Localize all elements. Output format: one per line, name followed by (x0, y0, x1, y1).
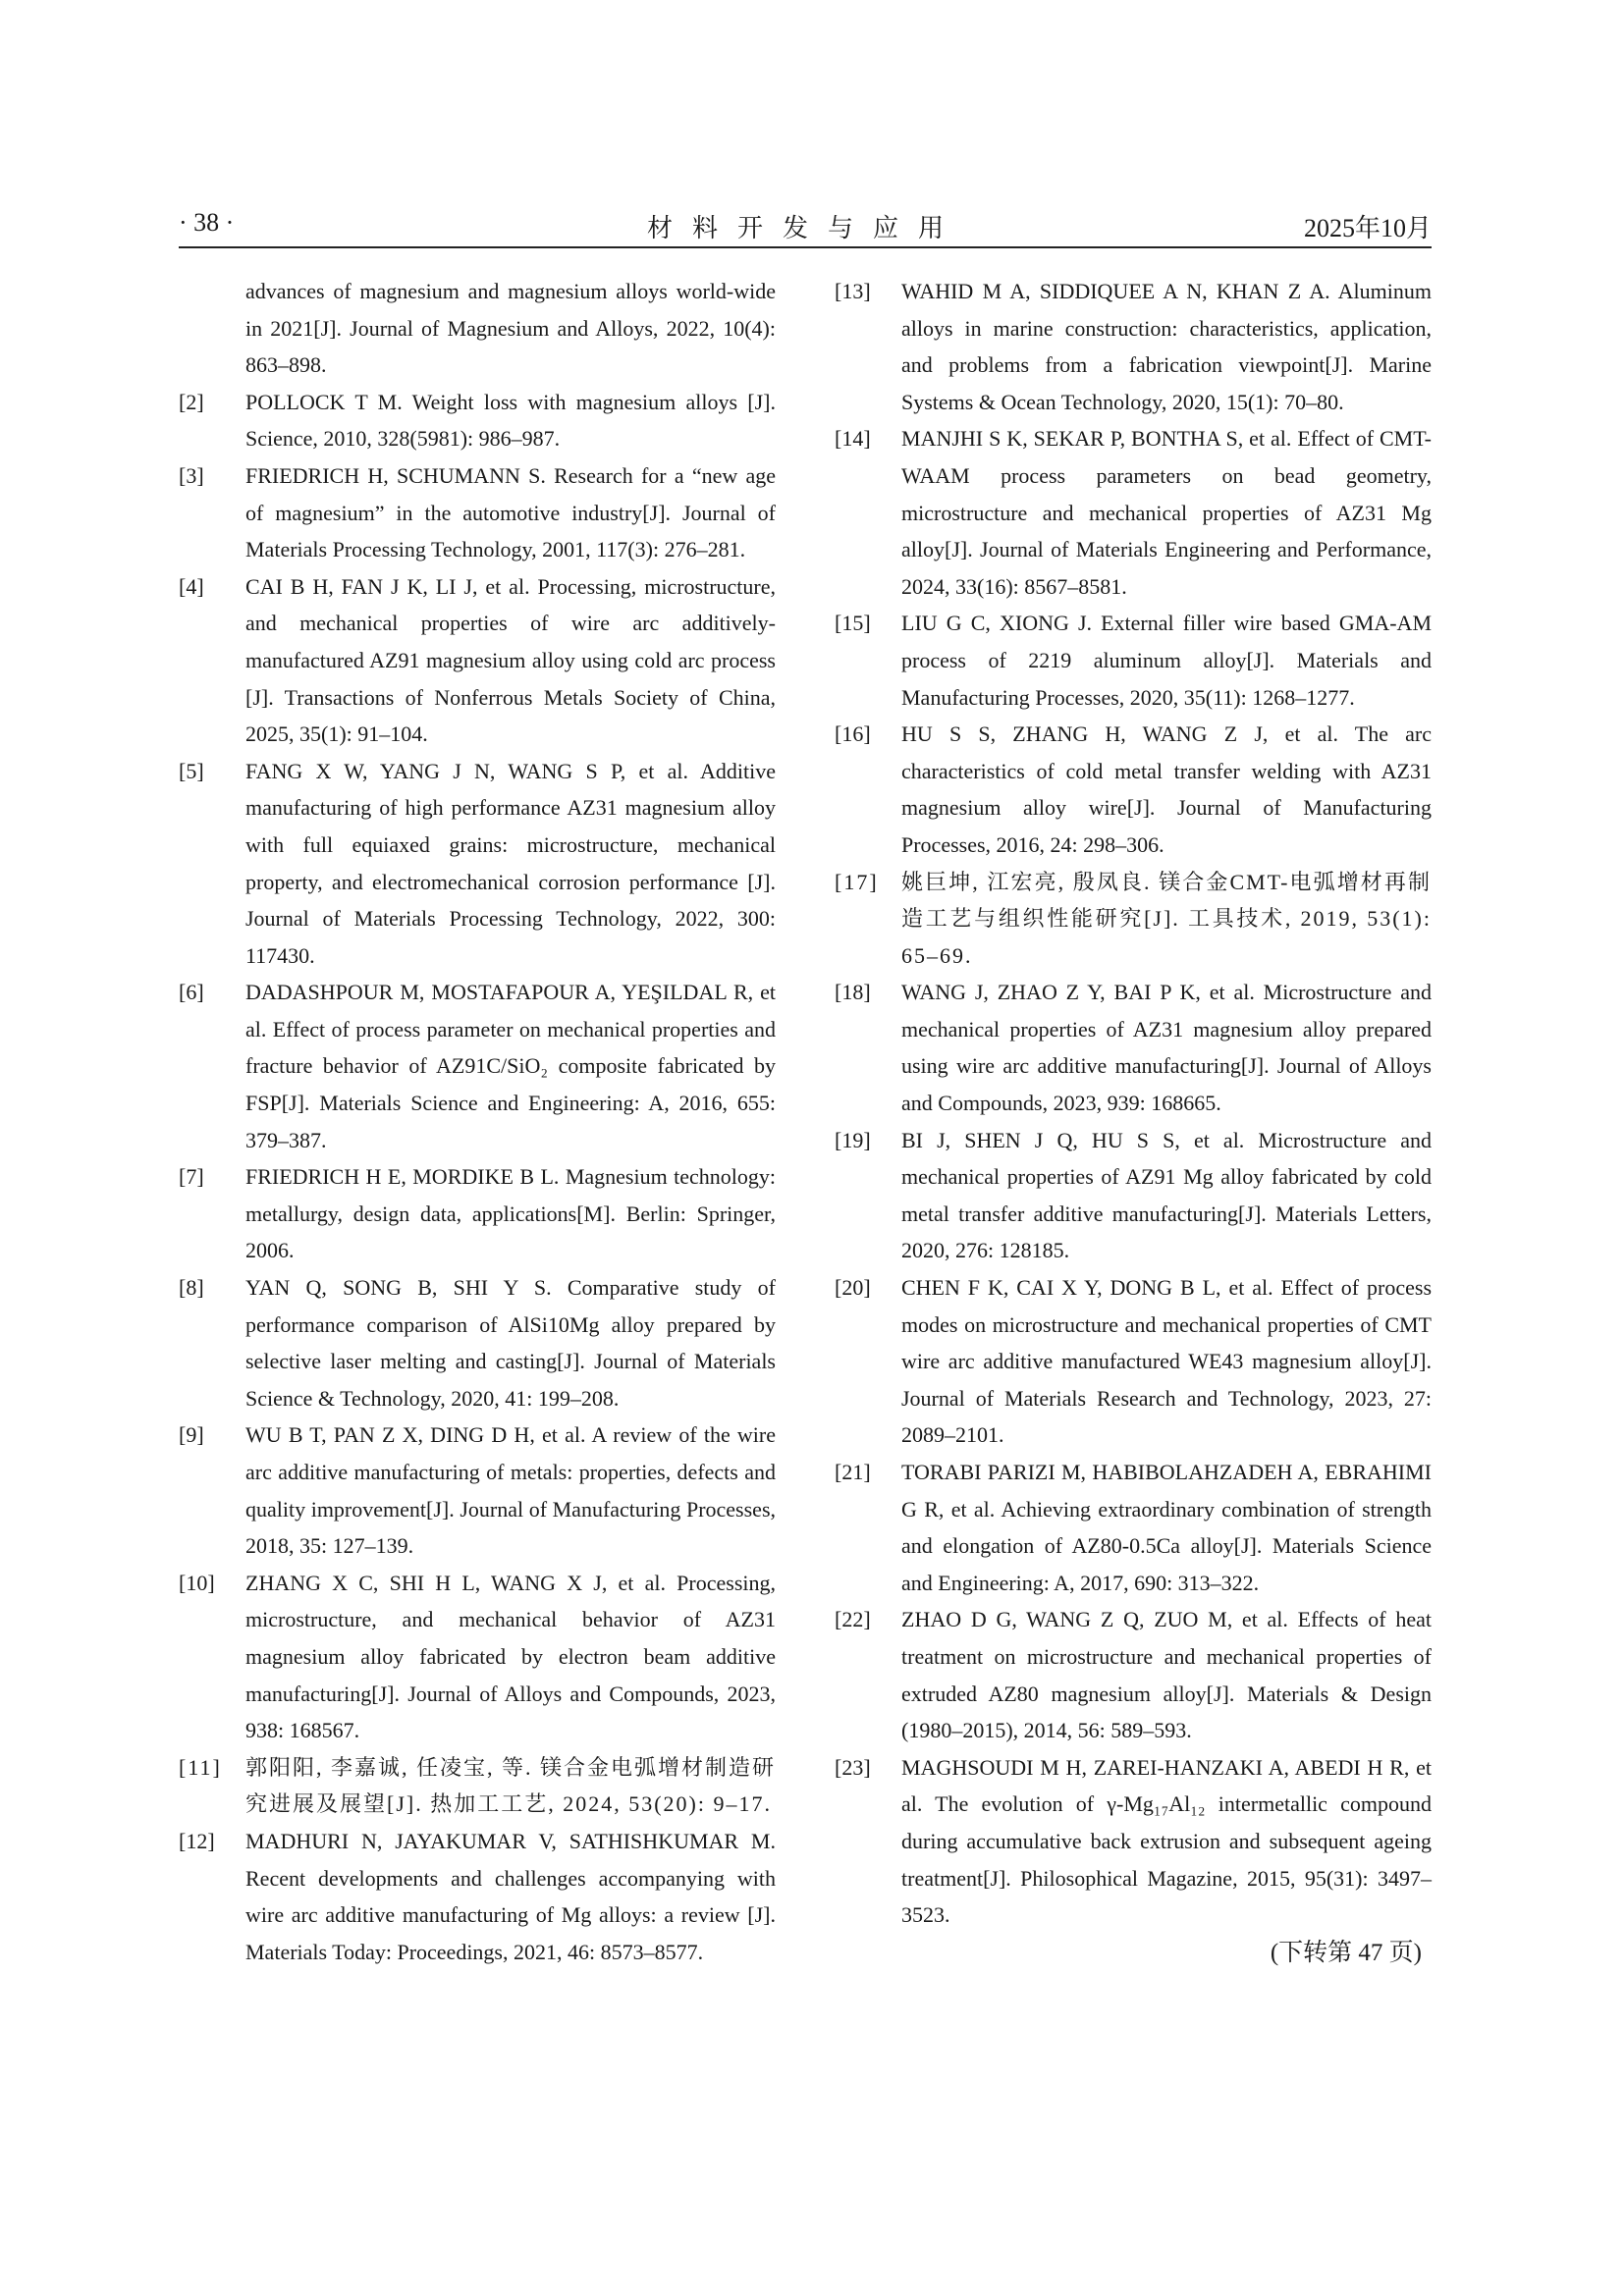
reference-text: CHEN F K, CAI X Y, DONG B L, et al. Effect of process modes on microstructure and mechanical properties of CMT wire arc additive manufactured WE43 magnesium alloy[J]. Journal of Materials Research and Technology, 2023, 27: 2089–2101. (901, 1275, 1432, 1448)
reference-text: FRIEDRICH H, SCHUMANN S. Research for a “new age of magnesium” in the automotive industry[J]. Journal of Materials Processing Technology, 2001, 117(3): 276–281. (245, 462, 776, 562)
reference-text: YAN Q, SONG B, SHI Y S. Comparative study of performance comparison of AlSi10Mg alloy prepared by selective laser melting and casting[J]. Journal of Materials Science & Technology, 2020, 41: 199–208. (245, 1275, 776, 1411)
reference-item (835, 1454, 1432, 1601)
reference-number: [7] (179, 1164, 204, 1190)
issue-date: 2025年10月 (1303, 214, 1432, 242)
reference-item (835, 864, 1432, 975)
reference-text: TORABI PARIZI M, HABIBOLAHZADEH A, EBRAHIMI G R, et al. Achieving extraordinary combination of strength and elongation of AZ80-0.5Ca alloy[J]. Materials Science and Engineering: A, 2017, 690: 313–322. (901, 1460, 1432, 1595)
reference-number: [19] (835, 1127, 871, 1152)
reference-number: [20] (835, 1275, 871, 1301)
reference-number: [22] (835, 1607, 871, 1632)
reference-item (179, 1158, 776, 1269)
reference-text: 姚巨坤, 江宏亮, 殷凤良. 镁合金CMT-电弧增材再制造工艺与组织性能研究[J]. 工具技术, 2019, 53(1): 65–69. (901, 869, 1432, 968)
reference-item (835, 1749, 1432, 1934)
reference-item (835, 974, 1432, 1121)
reference-item (835, 1269, 1432, 1454)
reference-item (835, 1122, 1432, 1269)
page-number: · 38 · (179, 208, 235, 237)
reference-text: 郭阳阳, 李嘉诚, 任凌宝, 等. 镁合金电弧增材制造研究进展及展望[J]. 热加工工艺, 2024, 53(20): 9–17. (245, 1754, 777, 1817)
header-rule (179, 246, 1432, 248)
reference-text: MAGHSOUDI M H, ZAREI-HANZAKI A, ABEDI H R, et al. The evolution of γ-Mg₁₇Al₁₂ intermetallic compound during accumulative back extrusion and subsequent ageing treatment[J]. Philosophical Magazine, 2015, 95(31): 3497–3523. (901, 1754, 1432, 1928)
reference-item (179, 1416, 776, 1564)
references-left-column (179, 273, 776, 1970)
reference-text: FRIEDRICH H E, MORDIKE B L. Magnesium technology: metallurgy, design data, applications[M]. Berlin: Springer, 2006. (245, 1164, 776, 1263)
reference-number: [8] (179, 1275, 204, 1301)
reference-text: CAI B H, FAN J K, LI J, et al. Processing, microstructure, and mechanical properties of wire arc additively-manufactured AZ91 magnesium alloy using cold arc process [J]. Transactions of Nonferrous Metals Society of China, 2025, 35(1): 91–104. (245, 573, 776, 747)
reference-text: WAHID M A, SIDDIQUEE A N, KHAN Z A. Aluminum alloys in marine construction: characteristics, application, and problems from a fabrication viewpoint[J]. Marine Systems & Ocean Technology, 2020, 15(1): 70–80. (901, 279, 1432, 414)
reference-text: LIU G C, XIONG J. External filler wire based GMA-AM process of 2219 aluminum alloy[J]. Materials and Manufacturing Processes, 2020, 35(11): 1268–1277. (901, 611, 1432, 710)
reference-number: [10] (179, 1570, 215, 1595)
reference-number: [13] (835, 279, 871, 303)
reference-item (179, 753, 776, 975)
reference-text: WU B T, PAN Z X, DING D H, et al. A review of the wire arc additive manufacturing of metals: properties, defects and quality improvement[J]. Journal of Manufacturing Processes, 2018, 35: 127–139. (245, 1422, 776, 1559)
reference-item (835, 273, 1432, 420)
reference-item (179, 1565, 776, 1749)
reference-item (179, 273, 776, 384)
reference-number: [6] (179, 980, 204, 1005)
reference-number: [4] (179, 573, 204, 599)
reference-number: [17] (835, 869, 879, 894)
reference-text: ZHANG X C, SHI H L, WANG X J, et al. Processing, microstructure, and mechanical behavior of AZ31 magnesium alloy fabricated by electron beam additive manufacturing[J]. Journal of Alloys and Compounds, 2023, 938: 168567. (245, 1570, 776, 1743)
reference-number: [23] (835, 1754, 871, 1780)
reference-text: advances of magnesium and magnesium alloys world-wide in 2021[J]. Journal of Magnesium and Alloys, 2022, 10(4): 863–898. (245, 279, 776, 378)
reference-text: ZHAO D G, WANG Z Q, ZUO M, et al. Effects of heat treatment on microstructure and mechanical properties of extruded AZ80 magnesium alloy[J]. Materials & Design (1980–2015), 2014, 56: 589–593. (901, 1607, 1432, 1743)
reference-item (835, 1601, 1432, 1748)
reference-item (179, 1749, 776, 1823)
continued-note: (下转第 47 页) (1270, 1939, 1422, 1966)
reference-item (179, 384, 776, 457)
reference-number: [18] (835, 980, 871, 1005)
reference-text: WANG J, ZHAO Z Y, BAI P K, et al. Microstructure and mechanical properties of AZ31 magnesium alloy prepared using wire arc additive manufacturing[J]. Journal of Alloys and Compounds, 2023, 939: 168665. (901, 980, 1432, 1116)
reference-number: [9] (179, 1422, 204, 1448)
reference-item (835, 605, 1432, 716)
reference-item (179, 1269, 776, 1416)
reference-number: [12] (179, 1828, 215, 1853)
reference-number: [5] (179, 758, 204, 783)
reference-text: BI J, SHEN J Q, HU S S, et al. Microstructure and mechanical properties of AZ91 Mg alloy fabricated by cold metal transfer additive manufacturing[J]. Materials Letters, 2020, 276: 128185. (901, 1127, 1432, 1263)
reference-number: [21] (835, 1460, 871, 1484)
reference-text: MANJHI S K, SEKAR P, BONTHA S, et al. Effect of CMT-WAAM process parameters on bead geometry, microstructure and mechanical properties of AZ31 Mg alloy[J]. Journal of Materials Engineering and Performance, 2024, 33(16): 8567–8581. (901, 426, 1432, 599)
reference-text: HU S S, ZHANG H, WANG Z J, et al. The arc characteristics of cold metal transfer welding with AZ31 magnesium alloy wire[J]. Journal of Manufacturing Processes, 2016, 24: 298–306. (901, 721, 1432, 857)
page-header (179, 208, 1432, 243)
reference-text: POLLOCK T M. Weight loss with magnesium alloys [J]. Science, 2010, 328(5981): 986–987. (245, 389, 776, 452)
reference-item (835, 420, 1432, 605)
reference-text: MADHURI N, JAYAKUMAR V, SATHISHKUMAR M. Recent developments and challenges accompanying with wire arc additive manufacturing of Mg alloys: a review [J]. Materials Today: Proceedings, 2021, 46: 8573–8577. (245, 1828, 776, 1964)
reference-number: [11] (179, 1754, 222, 1780)
references-right-column (835, 273, 1432, 1973)
reference-text: DADASHPOUR M, MOSTAFAPOUR A, YEŞILDAL R, et al. Effect of process parameter on mechanical properties and fracture behavior of AZ91C/SiO₂ composite fabricated by FSP[J]. Materials Science and Engineering: A, 2016, 655: 379–387. (245, 980, 776, 1152)
reference-item (179, 1823, 776, 1970)
journal-title: 材料开发与应用 (646, 214, 963, 242)
reference-number: [14] (835, 426, 871, 452)
reference-number: [15] (835, 611, 871, 636)
reference-item (179, 568, 776, 753)
reference-item (835, 716, 1432, 863)
reference-item (179, 457, 776, 568)
reference-number: [16] (835, 721, 871, 747)
reference-number: [2] (179, 389, 204, 414)
reference-item (179, 974, 776, 1158)
reference-number: [3] (179, 462, 204, 488)
reference-text: FANG X W, YANG J N, WANG S P, et al. Additive manufacturing of high performance AZ31 magnesium alloy with full equiaxed grains: microstructure, mechanical property, and electromechanical corrosion performance [J]. Journal of Materials Processing Technology, 2022, 300: 117430. (245, 758, 776, 968)
